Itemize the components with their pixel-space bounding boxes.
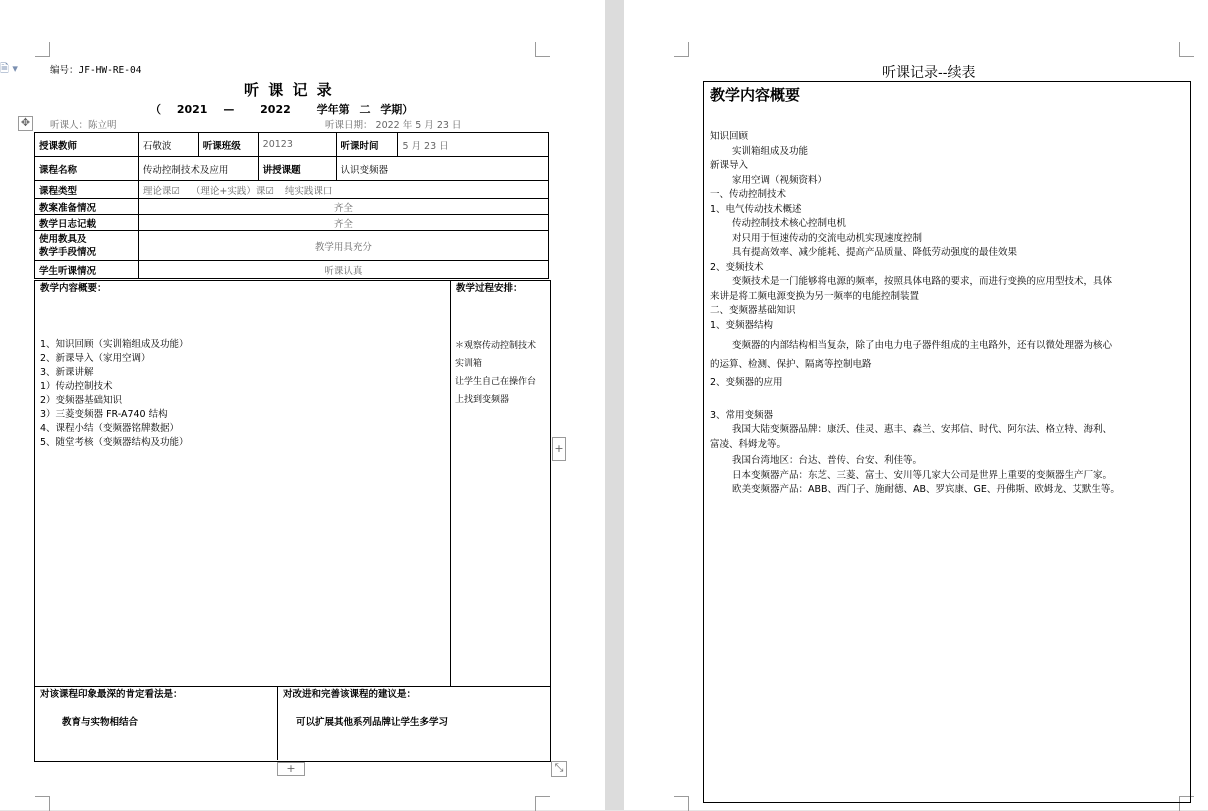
term-dash: — bbox=[223, 103, 235, 116]
content-line: 具有提高效率、减少能耗、提高产品质量、降低劳动强度的最佳效果 bbox=[732, 247, 1018, 258]
info-table bbox=[34, 132, 549, 279]
content-line: 3、常用变频器 bbox=[710, 409, 774, 421]
type-options[interactable] bbox=[138, 181, 548, 199]
content-line: 对只用于恒速传动的交流电动机实现速度控制 bbox=[732, 232, 923, 244]
add-row-button[interactable]: + bbox=[277, 762, 305, 776]
content-line: 2、变频技术 bbox=[710, 261, 764, 273]
content-item: 4、课程小结（变频器铭牌数据） bbox=[40, 423, 180, 434]
suggest-value[interactable]: 可以扩展其他系列品牌让学生多学习 bbox=[296, 717, 449, 728]
type-practice[interactable]: 纯实践课口 bbox=[284, 185, 333, 197]
teacher-label: 授课教师 bbox=[35, 133, 139, 157]
content-item: 1、知识回顾（实训箱组成及功能） bbox=[40, 339, 189, 350]
content-line: 1、电气传动技术概述 bbox=[710, 203, 802, 215]
content-list[interactable] bbox=[40, 338, 189, 450]
process-label: 教学过程安排： bbox=[456, 283, 523, 294]
type-label: 课程类型 bbox=[35, 181, 139, 199]
content-label: 教学内容概要： bbox=[40, 283, 107, 294]
course-label: 课程名称 bbox=[35, 157, 139, 181]
content-item: 3、新课讲解 bbox=[40, 367, 94, 378]
content-line: 的运算、检测、保护、隔离等控制电路 bbox=[710, 358, 872, 370]
crop-mark bbox=[674, 42, 689, 57]
content-item: 2、新课导入（家用空调） bbox=[40, 353, 151, 364]
tools-label bbox=[35, 231, 139, 261]
term-suffix: 学期） bbox=[380, 103, 414, 116]
content-line: 富凌、科姆龙等。 bbox=[710, 438, 787, 450]
crop-mark bbox=[35, 42, 50, 57]
content-divider bbox=[450, 280, 451, 686]
crop-mark bbox=[674, 796, 689, 811]
crop-mark bbox=[535, 42, 550, 57]
process-item: 让学生自己在操作台 bbox=[455, 377, 537, 387]
suggest-label: 对改进和完善该课程的建议是： bbox=[283, 689, 417, 700]
students-value[interactable]: 听课认真 bbox=[138, 261, 548, 279]
tools-label-line2: 教学手段情况 bbox=[39, 246, 97, 258]
margin-doc-icon[interactable]: 🗎 ▾ bbox=[0, 62, 18, 75]
content-line: 一、传动控制技术 bbox=[710, 189, 787, 200]
content-line: 日本变频器产品：东芝、三菱、富士、安川等几家大公司是世界上重要的变频器生产厂家。 bbox=[732, 469, 1113, 481]
positive-value[interactable]: 教育与实物相结合 bbox=[62, 717, 139, 728]
term-year-end: 2022 bbox=[260, 103, 291, 116]
crop-mark bbox=[1179, 42, 1194, 57]
continuation-title: 听课记录--续表 bbox=[882, 65, 976, 81]
observer: 听课人：陈立明 bbox=[50, 120, 117, 131]
content-line: 二、变频器基础知识 bbox=[710, 305, 796, 316]
comment-divider-h bbox=[34, 686, 550, 687]
observe-date: 听课日期： 2022 年 5 月 23 日 bbox=[325, 120, 462, 131]
content-item: 3）三菱变频器 FR-A740 结构 bbox=[40, 409, 168, 420]
content-line: 知识回顾 bbox=[710, 131, 749, 142]
content-line: 传动控制技术核心控制电机 bbox=[732, 218, 847, 229]
process-item: 实训箱 bbox=[455, 359, 483, 369]
content-item: 5、随堂考核（变频器结构及功能） bbox=[40, 437, 189, 448]
process-item: ＊观察传动控制技术 bbox=[455, 341, 537, 351]
crop-mark bbox=[535, 796, 550, 811]
content-line: 我国台湾地区：台达、普传、台安、利佳等。 bbox=[732, 455, 923, 466]
table-resize-handle[interactable]: ⤡ bbox=[551, 761, 567, 777]
class-value[interactable]: 20123 bbox=[258, 133, 336, 157]
positive-label: 对该课程印象最深的肯定看法是： bbox=[40, 689, 183, 700]
content-line: 变频技术是一门能够将电源的频率，按照具体电路的要求，而进行变换的应用型技术，具体 bbox=[732, 276, 1113, 287]
content-line: 新课导入 bbox=[710, 160, 749, 171]
comment-divider-v bbox=[277, 686, 278, 760]
teacher-value[interactable]: 石敬波 bbox=[138, 133, 198, 157]
term-prefix: 学年第 bbox=[316, 103, 350, 116]
process-list[interactable] bbox=[455, 337, 536, 409]
content-line: 2、变频器的应用 bbox=[710, 377, 783, 388]
prep-value[interactable]: 齐全 bbox=[138, 199, 548, 215]
tools-value[interactable]: 教学用具充分 bbox=[138, 231, 548, 261]
term-number: 二 bbox=[359, 103, 371, 116]
topic-label: 讲授课题 bbox=[258, 157, 336, 181]
prep-label: 教案准备情况 bbox=[35, 199, 139, 215]
term-open: （ bbox=[150, 103, 161, 116]
log-label: 教学日志记载 bbox=[35, 215, 139, 231]
add-column-button[interactable]: + bbox=[552, 437, 566, 461]
crop-mark bbox=[35, 796, 50, 811]
content-line: 欧美变频器产品：ABB、西门子、施耐德、AB、罗宾康、GE、丹佛斯、欧姆龙、艾默生等。 bbox=[732, 484, 1120, 495]
page-title: 听 课 记 录 bbox=[244, 81, 334, 99]
document-page-2 bbox=[624, 0, 1208, 810]
time-label: 听课时间 bbox=[336, 133, 398, 157]
content-item: 2）变频器基础知识 bbox=[40, 395, 123, 406]
tools-label-line1: 使用教具及 bbox=[39, 233, 87, 245]
type-theory[interactable]: 理论课☑ bbox=[142, 185, 180, 197]
content-heading: 教学内容概要 bbox=[710, 86, 801, 104]
log-value[interactable]: 齐全 bbox=[138, 215, 548, 231]
content-line: 1、变频器结构 bbox=[710, 319, 774, 331]
course-value[interactable]: 传动控制技术及应用 bbox=[138, 157, 258, 181]
time-value[interactable]: 5 月 23 日 bbox=[398, 133, 549, 157]
topic-value[interactable]: 认识变频器 bbox=[336, 157, 548, 181]
doc-number: 编号：JF-HW-RE-04 bbox=[50, 65, 142, 76]
term-year-start: 2021 bbox=[176, 103, 208, 116]
students-label: 学生听课情况 bbox=[35, 261, 139, 279]
page-gap bbox=[605, 0, 624, 810]
content-item: 1）传动控制技术 bbox=[40, 381, 113, 392]
table-move-handle[interactable]: ✥ bbox=[18, 116, 33, 131]
process-item: 上找到变频器 bbox=[455, 395, 510, 405]
content-line: 家用空调（视频资料） bbox=[732, 174, 828, 186]
content-line: 来讲是将工频电源变换为另一频率的电能控制装置 bbox=[710, 290, 920, 302]
term-line bbox=[150, 101, 413, 117]
type-mixed[interactable]: （理论+实践）课☑ bbox=[190, 185, 274, 197]
content-lines[interactable] bbox=[710, 130, 1186, 498]
content-line: 实训箱组成及功能 bbox=[732, 145, 809, 157]
content-line: 我国大陆变频器品牌：康沃、佳灵、惠丰、森兰、安邦信、时代、阿尔法、格立特、海利、 bbox=[732, 424, 1113, 435]
class-label: 听课班级 bbox=[198, 133, 258, 157]
content-line: 变频器的内部结构相当复杂，除了由电力电子器件组成的主电路外，还有以微处理器为核心 bbox=[732, 340, 1113, 351]
